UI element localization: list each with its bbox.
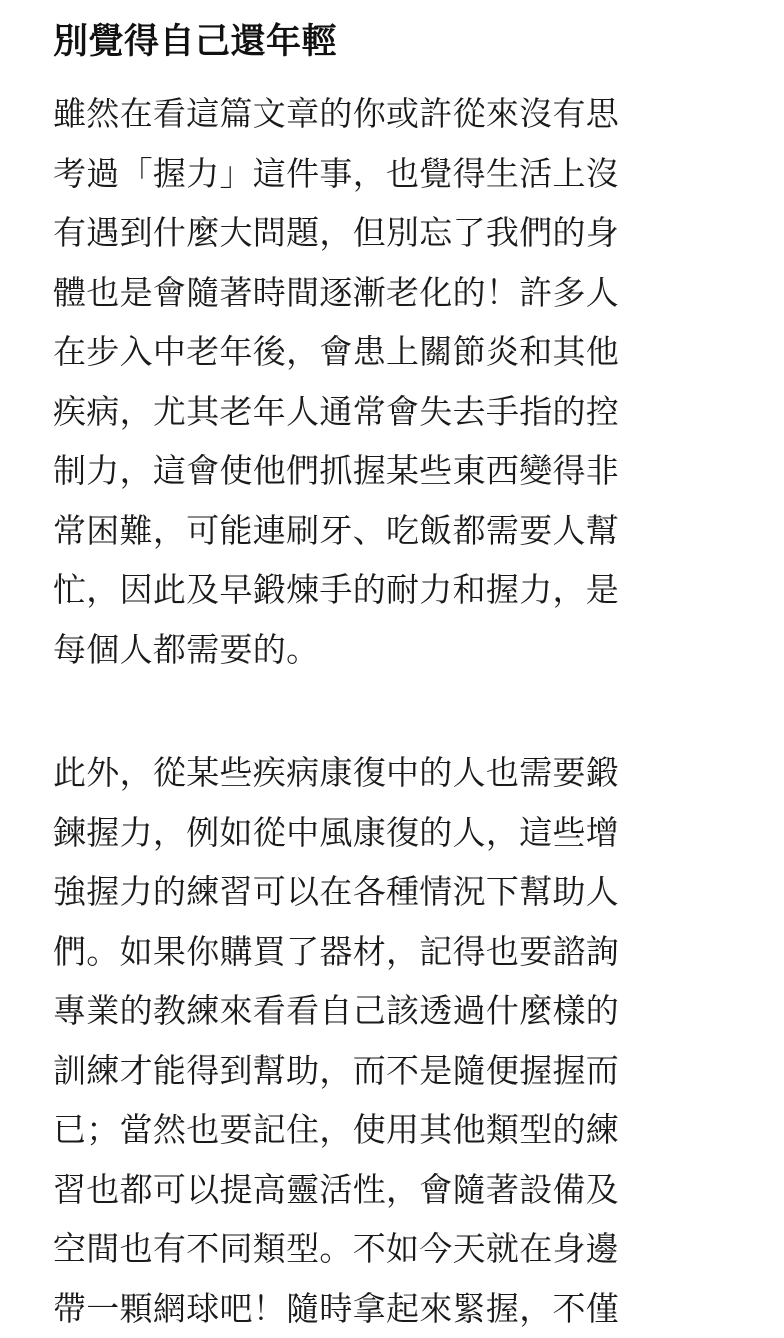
paragraph-line: 強握力的練習可以在各種情況下幫助人	[53, 862, 753, 922]
paragraph-line: 已；當然也要記住，使用其他類型的練	[53, 1100, 753, 1160]
paragraph-spacer	[53, 679, 753, 743]
paragraph-line: 在步入中老年後，會患上關節炎和其他	[53, 322, 753, 382]
paragraph-line: 帶一顆網球吧！隨時拿起來緊握，不僅	[53, 1279, 753, 1338]
paragraph-line: 鍊握力，例如從中風康復的人，這些增	[53, 803, 753, 863]
paragraph-line: 體也是會隨著時間逐漸老化的！許多人	[53, 263, 753, 323]
article-title: 別覺得自己還年輕	[53, 0, 753, 84]
paragraph-line: 習也都可以提高靈活性，會隨著設備及	[53, 1160, 753, 1220]
paragraph-line: 空間也有不同類型。不如今天就在身邊	[53, 1219, 753, 1279]
paragraph-line: 專業的教練來看看自己該透過什麼樣的	[53, 981, 753, 1041]
article-paragraph-2	[53, 743, 753, 1338]
paragraph-line: 疾病，尤其老年人通常會失去手指的控	[53, 382, 753, 442]
paragraph-line: 每個人都需要的。	[53, 620, 753, 680]
article-paragraph-1	[53, 84, 753, 679]
paragraph-line: 忙，因此及早鍛煉手的耐力和握力，是	[53, 560, 753, 620]
paragraph-line: 雖然在看這篇文章的你或許從來沒有思	[53, 84, 753, 144]
paragraph-line: 考過「握力」這件事，也覺得生活上沒	[53, 144, 753, 204]
paragraph-line: 常困難，可能連刷牙、吃飯都需要人幫	[53, 501, 753, 561]
paragraph-line: 訓練才能得到幫助，而不是隨便握握而	[53, 1041, 753, 1101]
paragraph-line: 此外，從某些疾病康復中的人也需要鍛	[53, 743, 753, 803]
paragraph-line: 制力，這會使他們抓握某些東西變得非	[53, 441, 753, 501]
paragraph-line: 有遇到什麼大問題，但別忘了我們的身	[53, 203, 753, 263]
paragraph-line: 們。如果你購買了器材，記得也要諮詢	[53, 922, 753, 982]
article	[53, 0, 753, 1338]
